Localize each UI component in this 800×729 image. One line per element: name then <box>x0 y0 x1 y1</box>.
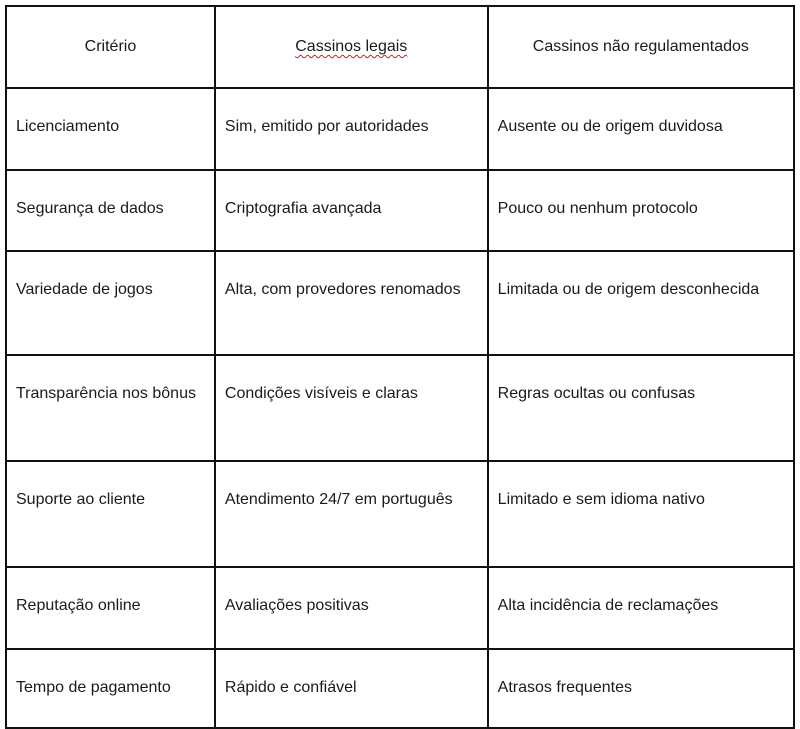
cell-criterio: Segurança de dados <box>6 170 215 251</box>
header-cell-criterio: Critério <box>6 6 215 88</box>
cell-nao-regulamentados: Limitado e sem idioma nativo <box>488 461 794 567</box>
header-row <box>6 6 794 88</box>
cell-legais: Atendimento 24/7 em português <box>215 461 488 567</box>
table-row <box>6 461 794 567</box>
table-row <box>6 88 794 170</box>
cell-legais: Condições visíveis e claras <box>215 355 488 461</box>
cell-legais: Criptografia avançada <box>215 170 488 251</box>
table-row <box>6 355 794 461</box>
cell-criterio: Transparência nos bônus <box>6 355 215 461</box>
cell-legais: Rápido e confiável <box>215 649 488 728</box>
cell-criterio: Tempo de pagamento <box>6 649 215 728</box>
header-cell-cassinos-nao-regulamentados: Cassinos não regulamentados <box>488 6 794 88</box>
cell-nao-regulamentados: Ausente ou de origem duvidosa <box>488 88 794 170</box>
table-row <box>6 251 794 355</box>
cell-criterio: Reputação online <box>6 567 215 649</box>
table-row <box>6 649 794 728</box>
cell-nao-regulamentados: Alta incidência de reclamações <box>488 567 794 649</box>
table-row <box>6 170 794 251</box>
cell-nao-regulamentados: Atrasos frequentes <box>488 649 794 728</box>
cell-criterio: Variedade de jogos <box>6 251 215 355</box>
cell-legais: Alta, com provedores renomados <box>215 251 488 355</box>
cell-criterio: Suporte ao cliente <box>6 461 215 567</box>
cell-nao-regulamentados: Regras ocultas ou confusas <box>488 355 794 461</box>
cell-nao-regulamentados: Limitada ou de origem desconhecida <box>488 251 794 355</box>
cell-legais: Sim, emitido por autoridades <box>215 88 488 170</box>
cell-legais: Avaliações positivas <box>215 567 488 649</box>
comparison-table <box>5 5 795 729</box>
table-row <box>6 567 794 649</box>
cell-criterio: Licenciamento <box>6 88 215 170</box>
header-cell-cassinos-legais <box>215 6 488 88</box>
cell-nao-regulamentados: Pouco ou nenhum protocolo <box>488 170 794 251</box>
header-cassinos-legais-text: Cassinos legais <box>295 38 408 55</box>
